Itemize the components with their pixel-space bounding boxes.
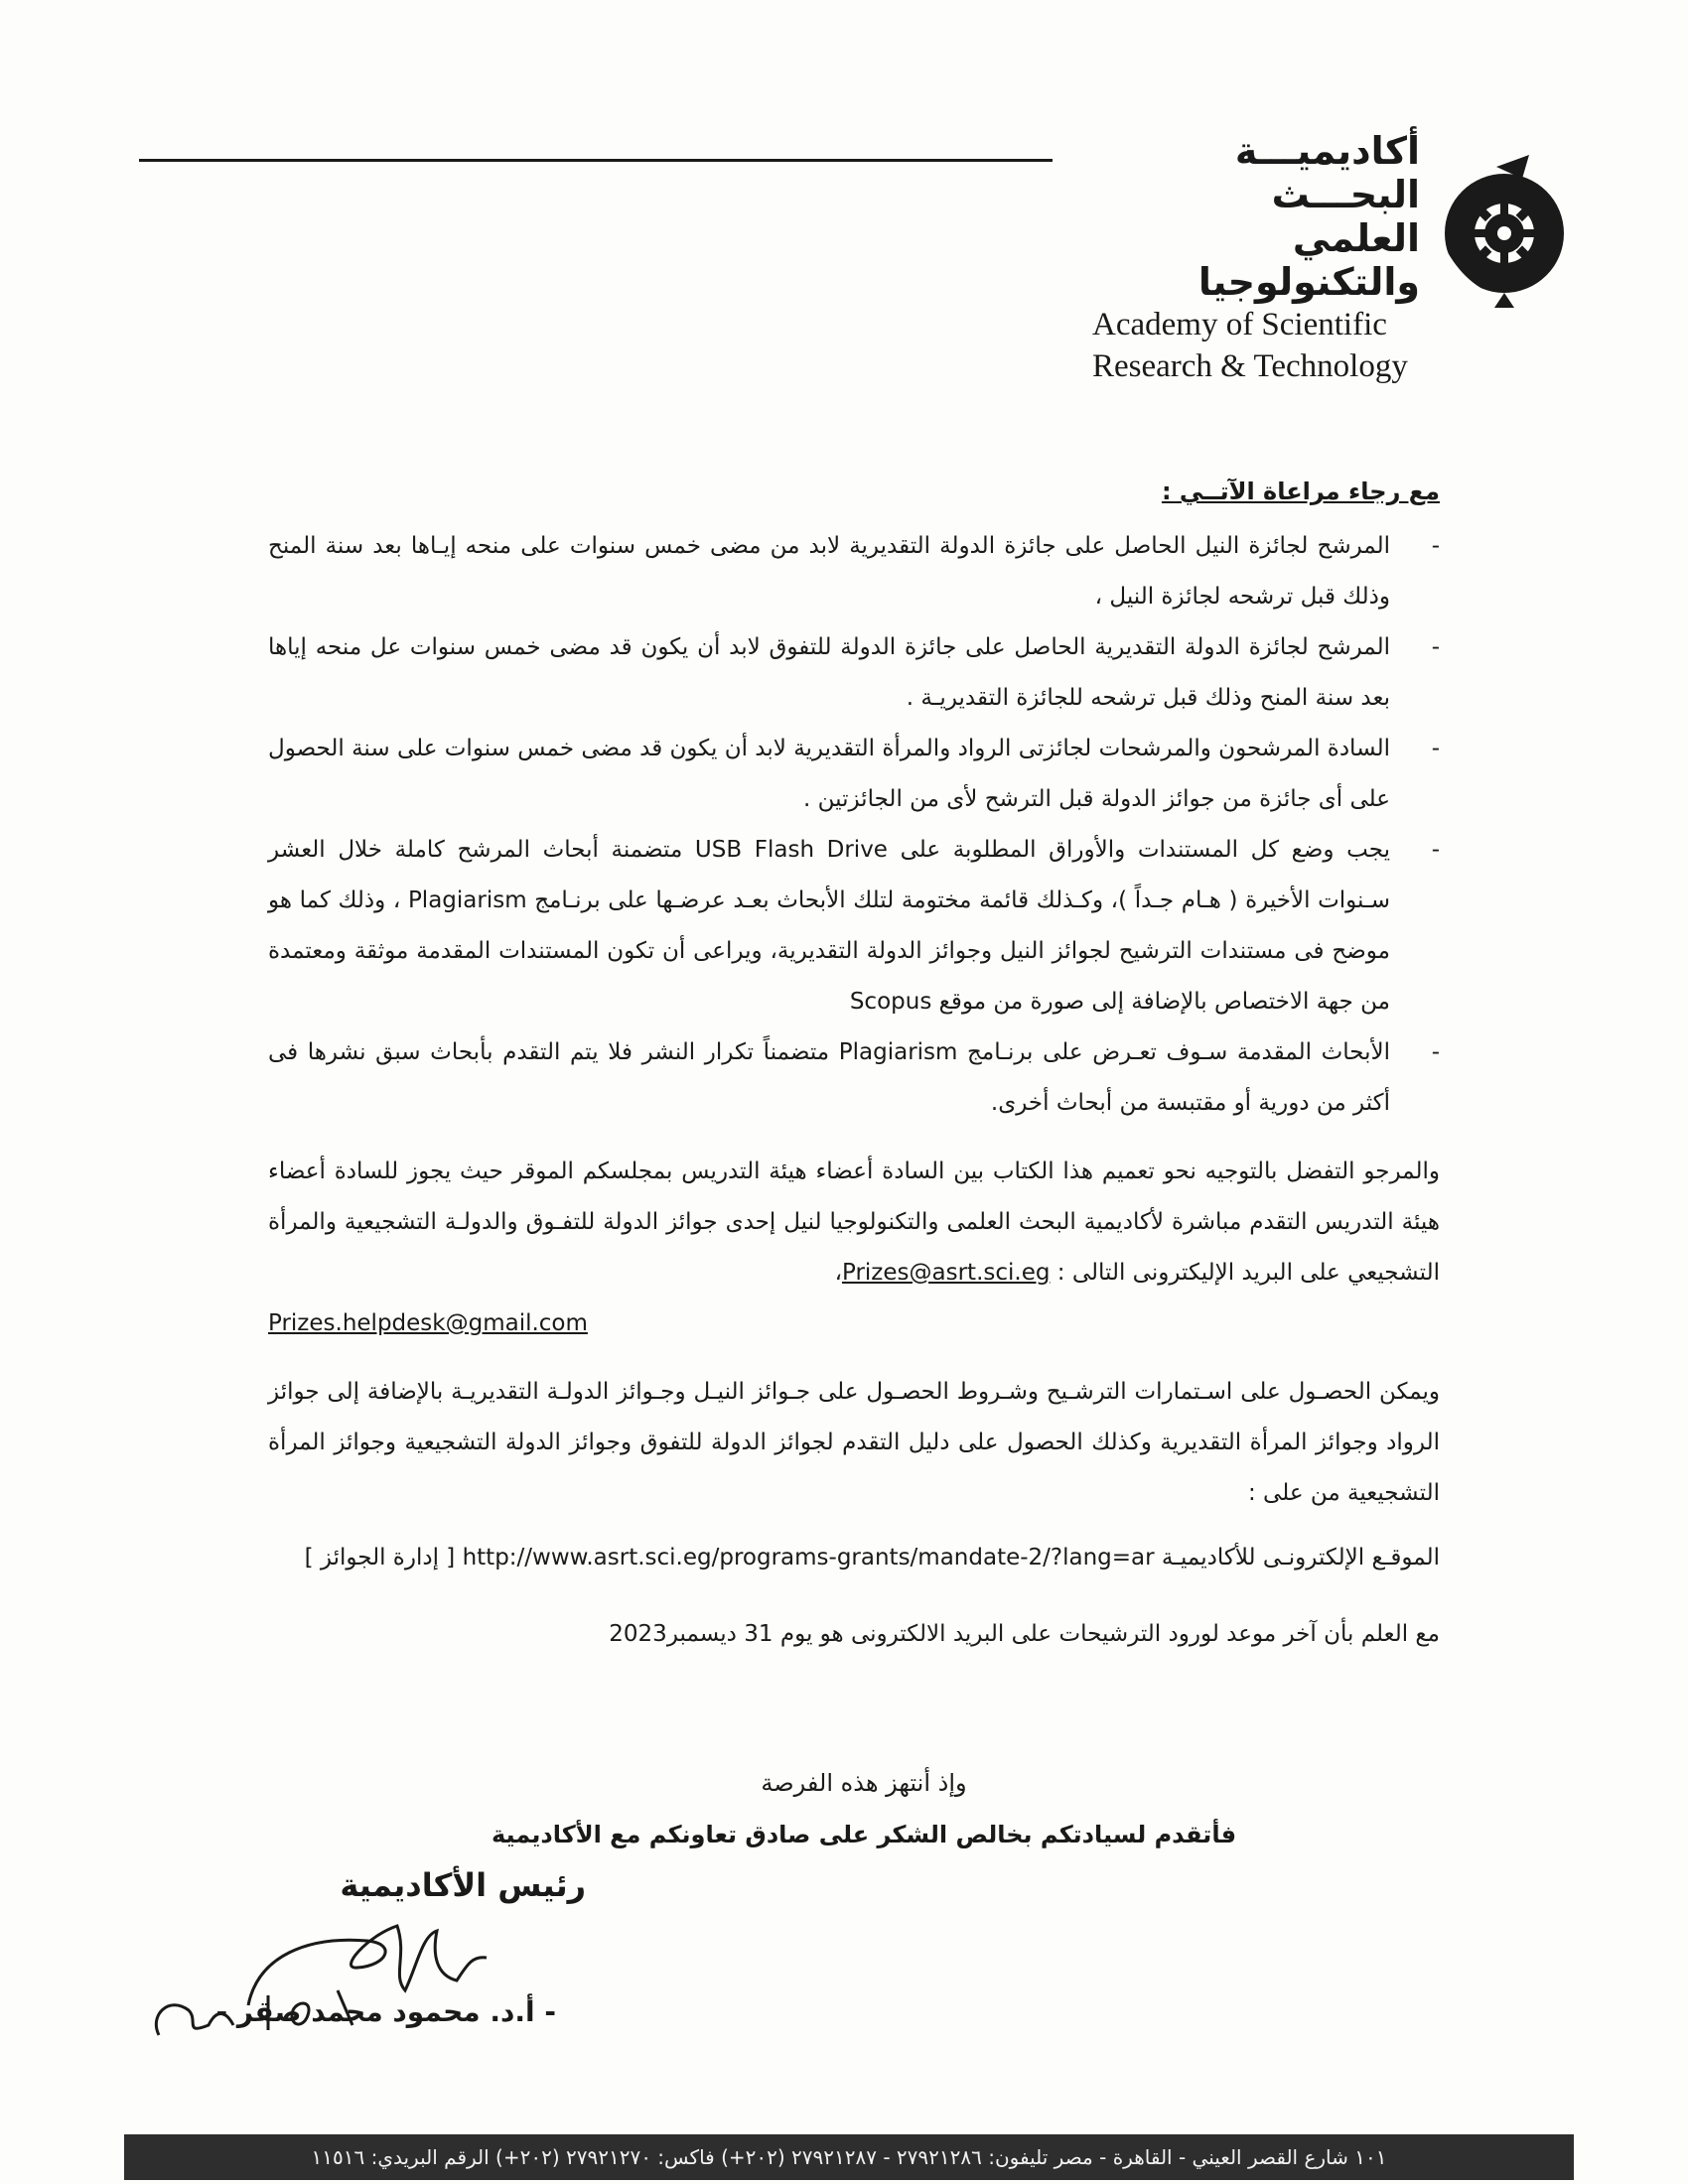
website-section: [ إدارة الجوائز ] [304, 1545, 456, 1570]
academy-name-ar-line1: أكاديميـــة البحـــث [1234, 129, 1420, 216]
letter-body [268, 467, 1440, 1660]
academy-name-ar-line2: العلمي والتكنولوجيا [1197, 216, 1420, 304]
letterhead [1092, 129, 1430, 387]
signatory-title: رئيس الأكاديمية [340, 1866, 586, 1904]
forms-paragraph: ويمكن الحصـول على اسـتمارات الترشـيح وشـروط الحصـول على جـوائز النيـل وجـوائز الدولـة التقديريـة بالإضافة إلى جوائز الرواد وجوائز المرأة التقديرية وكذلك الحصول على دليل التقدم لجوائز الدولة للتفوق وجوائز الدولة التشجيعية وجوائز المرأة التشجيعية من على : [268, 1379, 1440, 1506]
bullet-dash: - [1431, 634, 1440, 660]
signature-block [139, 1866, 596, 2055]
circulation-text: والمرجو التفضل بالتوجيه نحو تعميم هذا الكتاب بين السادة أعضاء هيئة التدريس بمجلسكم الموقر حيث يجوز للسادة أعضاء هيئة التدريس التقدم مباشرة لأكاديمية البحث العلمى والتكنولوجيا لنيل إحدى جوائز الدولة للتفـوق والدولـة التشجيعية والمرأة التشجيعي على البريد الإليكترونى التالى : [268, 1159, 1440, 1286]
academy-name-en-line1: Academy of Scientific [1092, 307, 1387, 342]
website-line [268, 1533, 1440, 1583]
list-item-text: الأبحاث المقدمة سـوف تعـرض على برنـامج Plagiarism متضمناً تكرار النشر فلا يتم التقدم بأبحاث سبق نشرها فى أكثر من دورية أو مقتبسة من أبحاث أخرى. [268, 1039, 1390, 1116]
closing-line-1: وإذ أنتهز هذه الفرصة [761, 1769, 967, 1797]
helpdesk-email-link[interactable]: Prizes.helpdesk@gmail.com [268, 1310, 588, 1336]
header-rule [139, 159, 1053, 162]
list-item-text: يجب وضع كل المستندات والأوراق المطلوبة على USB Flash Drive متضمنة أبحاث المرشح كاملة خلال العشر سـنوات الأخيرة ( هـام جـداً )، وكـذلك قائمة مختومة لتلك الأبحاث بعـد عرضـها على برنـامج Plagiarism ، وذلك كما هو موضح فى مستندات الترشيح لجوائز النيل وجوائز الدولة التقديرية، ويراعى أن تكون المستندات المقدمة موثقة ومعتمدة من جهة الاختصاص بالإضافة إلى صورة من موقع Scopus [268, 837, 1390, 1015]
list-item [268, 1027, 1440, 1129]
circulation-paragraph: والمرجو التفضل بالتوجيه نحو تعميم هذا الكتاب بين السادة أعضاء هيئة التدريس بمجلسكم الموقر حيث يجوز للسادة أعضاء هيئة التدريس التقدم مباشرة لأكاديمية البحث العلمى والتكنولوجيا لنيل إحدى جوائز الدولة للتفـوق والدولـة التشجيعية والمرأة التشجيعي على البريد الإليكترونى التالى : Prizes@asrt.sci.eg، [268, 1159, 1440, 1286]
list-item [268, 521, 1440, 622]
website-url-link[interactable]: http://www.asrt.sci.eg/programs-grants/mandate-2/?lang=ar [462, 1545, 1155, 1570]
academy-name-en-line2: Research & Technology [1092, 348, 1408, 384]
deadline-note: مع العلم بأن آخر موعد لورود الترشيحات على البريد الالكترونى هو يوم 31 ديسمبر2023 [609, 1621, 1440, 1647]
bullet-dash: - [1431, 1039, 1440, 1065]
list-item [268, 724, 1440, 825]
bullet-dash: - [1431, 736, 1440, 761]
notes-heading: مع رجاء مراعاة الآتــي : [1161, 478, 1440, 505]
website-label: الموقـع الإلكترونـى للأكاديميـة [1161, 1545, 1440, 1570]
bullet-dash: - [1431, 837, 1440, 863]
gear-globe-logo-icon [1435, 149, 1574, 308]
list-item [268, 825, 1440, 1027]
list-item [268, 622, 1440, 724]
closing-line-2: فأتقدم لسيادتكم بخالص الشكر على صادق تعاونكم مع الأكاديمية [491, 1821, 1237, 1848]
closing-block [467, 1757, 1261, 1860]
list-item-text: المرشح لجائزة النيل الحاصل على جائزة الدولة التقديرية لابد من مضى خمس سنوات على منحه إيـاها بعد سنة المنح وذلك قبل ترشحه لجائزة النيل ، [268, 533, 1390, 610]
prizes-email-link[interactable]: Prizes@asrt.sci.eg [842, 1260, 1051, 1286]
list-item-text: المرشح لجائزة الدولة التقديرية الحاصل على جائزة الدولة للتفوق لابد أن يكون قد مضى خمس سنوات عل منحه إياها بعد سنة المنح وذلك قبل ترشحه للجائزة التقديريـة . [268, 634, 1390, 711]
footer-address-bar: ١٠١ شارع القصر العيني - القاهرة - مصر تليفون: ٢٧٩٢١٢٨٦ - ٢٧٩٢١٢٨٧ (٢٠٢+) فاكس: ٢٧٩٢١٢٧٠ (٢٠٢+) الرقم البريدي: ١١٥١٦ [124, 2134, 1574, 2180]
bullet-dash: - [1431, 533, 1440, 559]
signatory-name: - أ.د. محمود محمد صقر - [215, 1995, 556, 2028]
requirements-list [268, 521, 1440, 1129]
helpdesk-email-line [268, 1298, 1440, 1349]
list-item-text: السادة المرشحون والمرشحات لجائزتى الرواد والمرأة التقديرية لابد أن يكون قد مضى خمس سنوات على سنة الحصول على أى جائزة من جوائز الدولة قبل الترشح لأى من الجائزتين . [268, 736, 1390, 812]
